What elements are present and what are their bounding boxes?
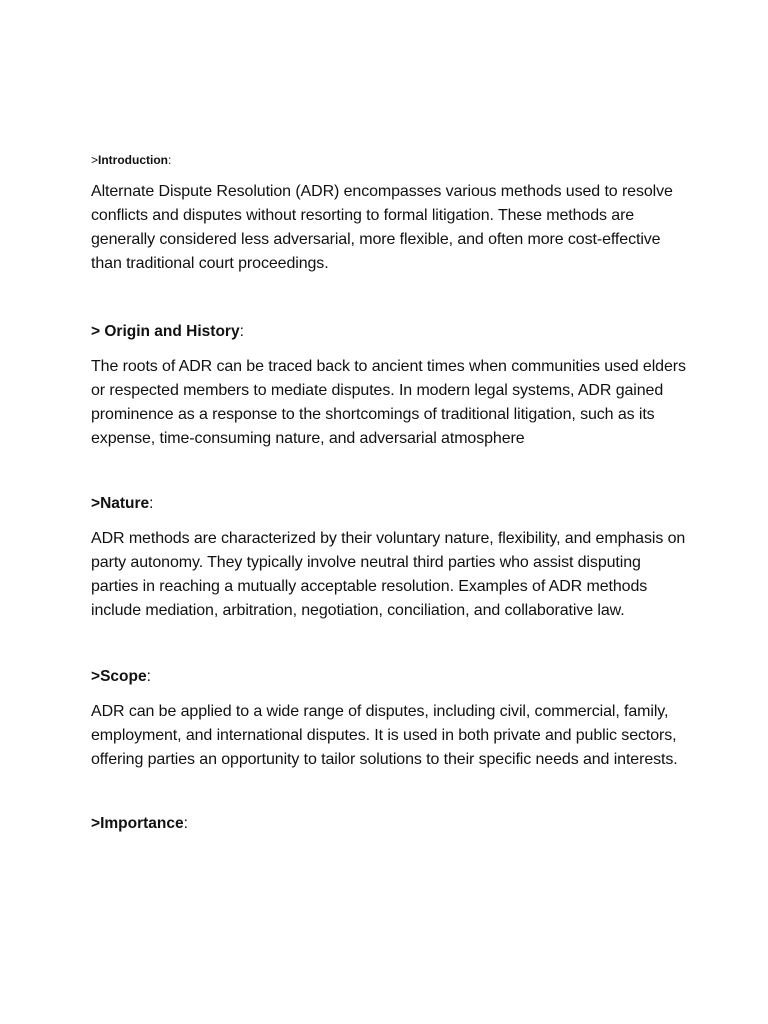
section-heading-origin-and-history (91, 320, 691, 344)
heading-suffix: : (239, 323, 244, 340)
heading-title: Nature (100, 495, 150, 512)
heading-prefix: > (91, 153, 99, 167)
heading-suffix: : (168, 153, 172, 167)
heading-title: Importance (100, 815, 184, 832)
heading-prefix: > (91, 323, 105, 340)
section-heading-introduction (91, 150, 691, 170)
section-body-scope: ADR can be applied to a wide range of disputes, including civil, commercial, family, employment, and international disputes. It is used in both private and public sectors, offering parties an opportunity to tailor solutions to their specific needs and interests. (91, 703, 678, 768)
document-content (91, 150, 691, 836)
section-heading-scope (91, 665, 691, 689)
section-body-introduction: Alternate Dispute Resolution (ADR) encompasses various methods used to resolve conflicts and disputes without resorting to formal litigation. These methods are generally considered less adversarial, more flexible, and often more cost-effective than traditional court proceedings. (91, 183, 673, 272)
heading-suffix: : (183, 815, 188, 832)
heading-title: Introduction (98, 153, 168, 167)
section-heading-importance (91, 812, 691, 836)
heading-prefix: > (91, 815, 101, 832)
heading-prefix: > (91, 495, 101, 512)
heading-title: Origin and History (104, 323, 240, 340)
heading-prefix: > (91, 668, 101, 685)
heading-title: Scope (100, 668, 147, 685)
heading-suffix: : (146, 668, 151, 685)
section-body-nature: ADR methods are characterized by their voluntary nature, flexibility, and emphasis on party autonomy. They typically involve neutral third parties who assist disputing parties in reaching a mutually acceptable resolution. Examples of ADR methods include mediation, arbitration, negotiation, conciliation, and collaborative law. (91, 530, 686, 619)
section-heading-nature (91, 492, 691, 516)
heading-suffix: : (149, 495, 154, 512)
section-body-origin-and-history: The roots of ADR can be traced back to ancient times when communities used elders or respected members to mediate disputes. In modern legal systems, ADR gained prominence as a response to the shortcomings of traditional litigation, such as its expense, time-consuming nature, and adversarial atmosphere (91, 358, 686, 447)
